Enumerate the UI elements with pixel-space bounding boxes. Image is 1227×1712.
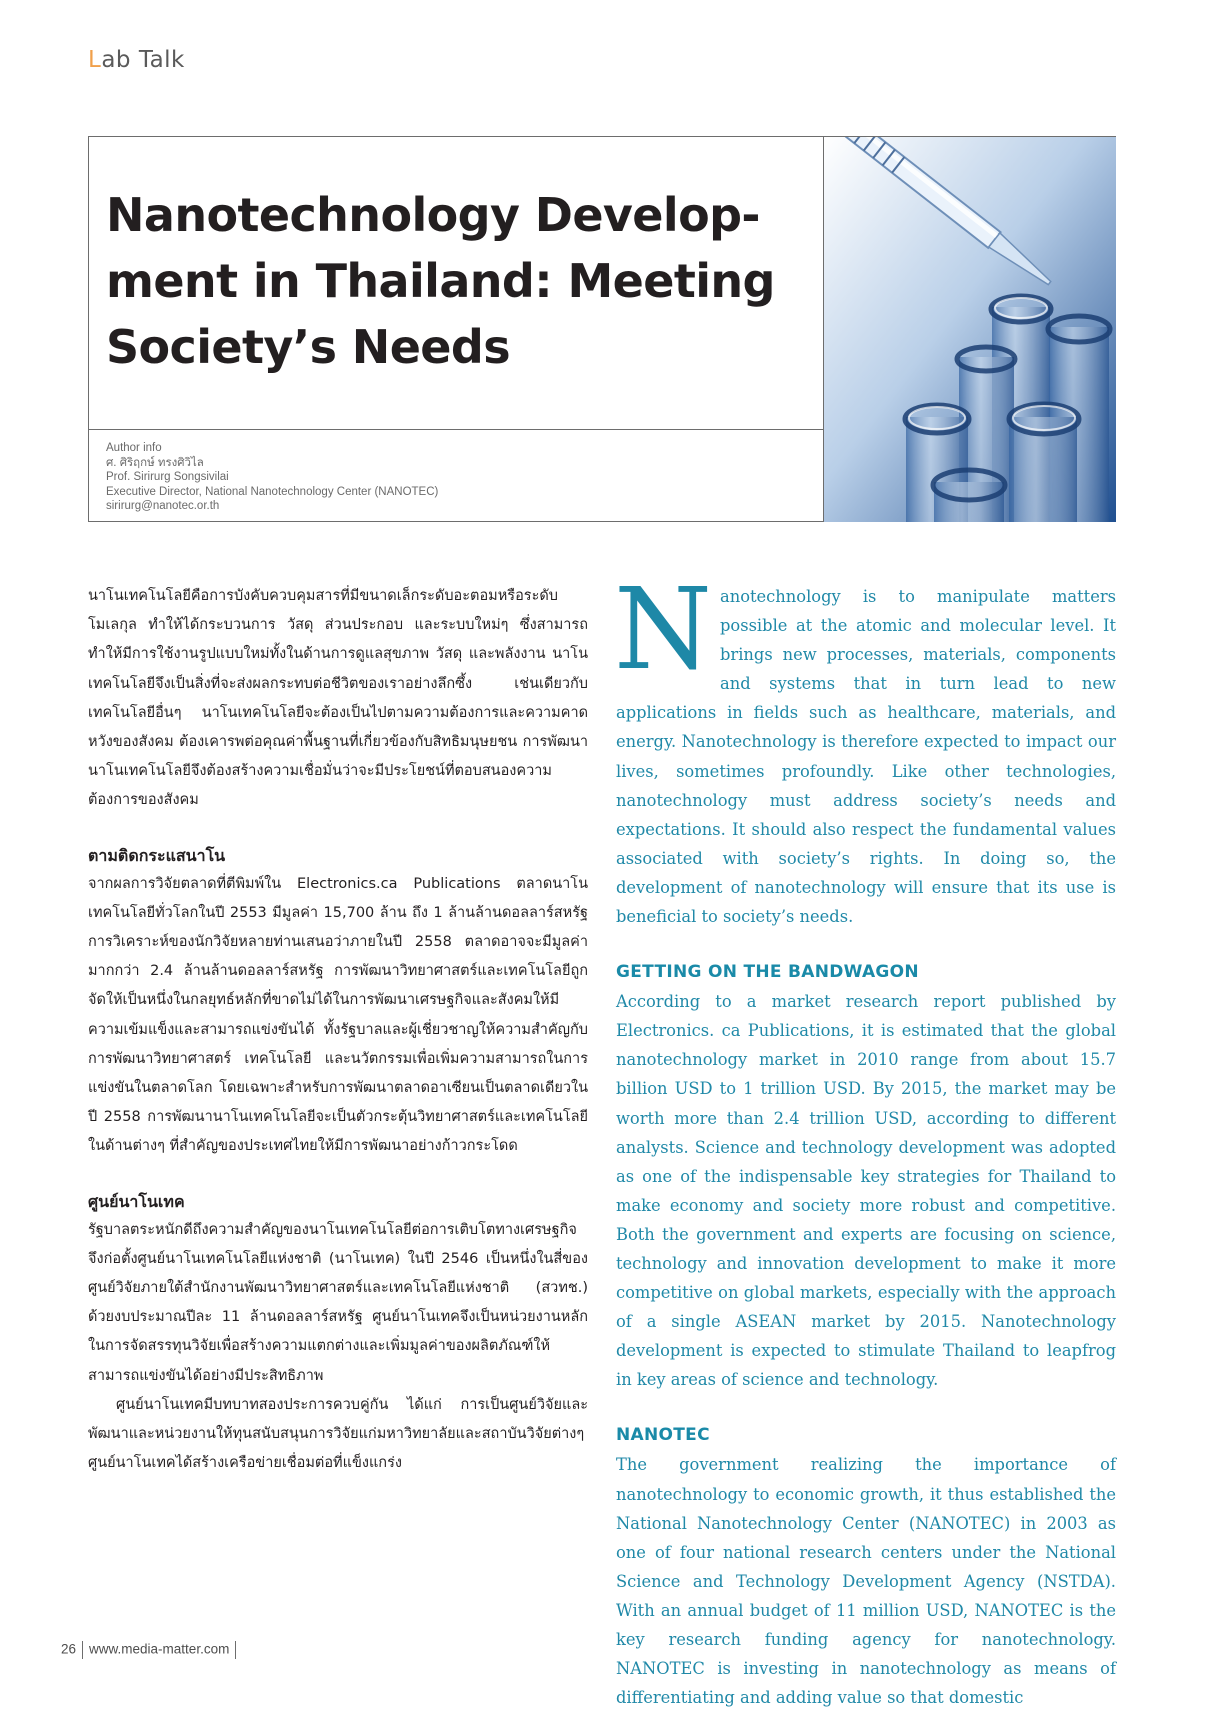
footer-divider	[82, 1641, 83, 1659]
thai-paragraph-1: จากผลการวิจัยตลาดที่ตีพิมพ์ใน Electronics.ca Publications ตลาดนาโนเทคโนโลยีทั่วโลกในปี 2553 มีมูลค่า 15,700 ล้าน ถึง 1 ล้านล้านดอลลาร์สหรัฐ การวิเคราะห์ของนักวิจัยหลายท่านเสนอว่าภายในปี 2558 ตลาดอาจจะมีมูลค่ามากกว่า 2.4 ล้านล้านดอลลาร์สหรัฐ การพัฒนาวิทยาศาสตร์และเทคโนโลยีถูกจัดให้เป็นหนึ่งในกลยุทธ์หลักที่ขาดไม่ได้ในการพัฒนาเศรษฐกิจและสังคมให้มีความเข้มแข็งและสามารถแข่งขันได้ ทั้งรัฐบาลและผู้เชี่ยวชาญให้ความสำคัญกับการพัฒนาวิทยาศาสตร์ เทคโนโลยี และนวัตกรรมเพื่อเพิ่มความสามารถในการแข่งขันในตลาดโลก โดยเฉพาะสำหรับการพัฒนาตลาดอาเซียนเป็นตลาดเดียวในปี 2558 การพัฒนานาโนเทคโนโลยีจะเป็นตัวกระตุ้นวิทยาศาสตร์และเทคโนโลยีในด้านต่างๆ ที่สำคัญของประเทศไทยให้มีการพัฒนาอย่างก้าวกระโดด	[88, 875, 588, 1155]
article-title: Nanotechnology Develop-ment in Thailand: Meeting Society’s Needs	[106, 188, 775, 374]
section-label	[88, 47, 185, 73]
english-paragraph-1: According to a market research report published by Electronics. ca Publications, it is estimated that the global nanotechnology market in 2010 range from about 15.7 billion USD to 1 trillion USD. By 2015, the market may be worth more than 2.4 trillion USD, according to different analysts. Science and technology development was adopted as one of the indispensable key strategies for Thailand to make economy and society more robust and competitive. Both the government and experts are focusing on science, technology and innovation development to make it more competitive on global markets, especially with the approach of a single ASEAN market by 2015. Nanotechnology development is expected to stimulate Thailand to leapfrog in key areas of science and technology.	[616, 992, 1116, 1390]
section-label-text: ab Talk	[101, 47, 185, 73]
author-email: sirirurg@nanotec.or.th	[106, 500, 220, 512]
thai-paragraph-3: ศูนย์นาโนเทคมีบทบาทสองประการควบคู่กัน ได้แก่ การเป็นศูนย์วิจัยและพัฒนาและหน่วยงานให้ทุนสนับสนุนการวิจัยแก่มหาวิทยาลัยและสถาบันวิจัยต่างๆ ศูนย์นาโนเทคได้สร้างเครือข่ายเชื่อมต่อที่แข็งแกร่ง	[88, 1396, 588, 1472]
author-name-thai: ศ. ศิริฤกษ์ ทรงศิวิไล	[106, 456, 204, 469]
english-intro-text: anotechnology is to manipulate matters possible at the atomic and molecular level. It brings new processes, materials, components and systems that in turn lead to new applications in fields such as healthcare, materials, and energy. Nanotechnology is therefore expected to impact our lives, sometimes profoundly. Like other technologies, nanotechnology must address society’s needs and expectations. It should also respect the fundamental values associated with society’s rights. In doing so, the development of nanotechnology will ensure that its use is beneficial to society’s needs.	[616, 587, 1116, 927]
thai-heading-1: ตามติดกระแสนาโน	[88, 845, 226, 865]
thai-column	[88, 582, 588, 1478]
spacer	[616, 931, 1116, 958]
article-header	[88, 136, 1116, 522]
title-area	[89, 137, 823, 430]
footer-divider	[235, 1641, 236, 1659]
english-heading-2: NANOTEC	[616, 1425, 710, 1446]
author-position: Executive Director, National Nanotechnology Center (NANOTEC)	[106, 485, 439, 498]
author-info	[106, 441, 438, 514]
section-label-initial: L	[88, 47, 102, 73]
drop-cap: N	[614, 565, 712, 695]
english-column	[614, 565, 1116, 1712]
thai-paragraph-2: รัฐบาลตระหนักดีถึงความสำคัญของนาโนเทคโนโลยีต่อการเติบโตทางเศรษฐกิจจึงก่อตั้งศูนย์นาโนเทคโนโลยีแห่งชาติ (นาโนเทค) ในปี 2546 เป็นหนึ่งในสี่ของศูนย์วิจัยภายใต้สำนักงานพัฒนาวิทยาศาสตร์และเทคโนโลยีแห่งชาติ (สวทช.) ด้วยงบประมาณปีละ 11 ล้านดอลลาร์สหรัฐ ศูนย์นาโนเทคจึงเป็นหน่วยงานหลักในการจัดสรรทุนวิจัยเพื่อสร้างความแตกต่างและเพิ่มมูลค่าของผลิตภัณฑ์ให้สามารถแข่งขันได้อย่างมีประสิทธิภาพ	[88, 1221, 588, 1384]
thai-heading-2: ศูนย์นาโนเทค	[88, 1191, 185, 1211]
author-label: Author info	[106, 442, 162, 454]
english-heading-1: GETTING ON THE BANDWAGON	[616, 962, 919, 983]
author-name-en: Prof. Sirirurg Songsivilai	[106, 471, 229, 483]
page-footer	[61, 1641, 242, 1659]
page-number: 26	[61, 1641, 77, 1657]
english-intro	[614, 565, 1116, 931]
spacer	[616, 1394, 1116, 1421]
test-tubes-photo	[823, 137, 1116, 522]
spacer	[88, 1162, 588, 1187]
english-paragraph-2: The government realizing the importance of nanotechnology to economic growth, it thus established the National Nanotechnology Center (NANOTEC) in 2003 as one of four national research centers under the National Science and Technology Development Agency (NSTDA). With an annual budget of 11 million USD, NANOTEC is the key research funding agency for nanotechnology. NANOTEC is investing in nanotechnology as means of differentiating and adding value so that domestic	[616, 1455, 1116, 1708]
thai-intro: นาโนเทคโนโลยีคือการบังคับควบคุมสารที่มีขนาดเล็กระดับอะตอมหรือระดับโมเลกุล ทำให้ได้กระบวนการ วัสดุ ส่วนประกอบ และระบบใหม่ๆ ซึ่งสามารถทำให้มีการใช้งานรูปแบบใหม่ทั้งในด้านการดูแลสุขภาพ วัสดุ และพลังงาน นาโนเทคโนโลยีจึงเป็นสิ่งที่จะส่งผลกระทบต่อชีวิตของเราอย่างลึกซึ้ง เช่นเดียวกับเทคโนโลยีอื่นๆ นาโนเทคโนโลยีจะต้องเป็นไปตามความต้องการและความคาดหวังของสังคม ต้องเคารพต่อคุณค่าพื้นฐานที่เกี่ยวข้องกับสิทธิมนุษยชน การพัฒนานาโนเทคโนโลยีจึงต้องสร้างความเชื่อมั่นว่าจะมีประโยชน์ที่ตอบสนองความต้องการของสังคม	[88, 588, 588, 809]
spacer	[88, 816, 588, 841]
footer-website-link[interactable]: www.media-matter.com	[89, 1641, 230, 1657]
